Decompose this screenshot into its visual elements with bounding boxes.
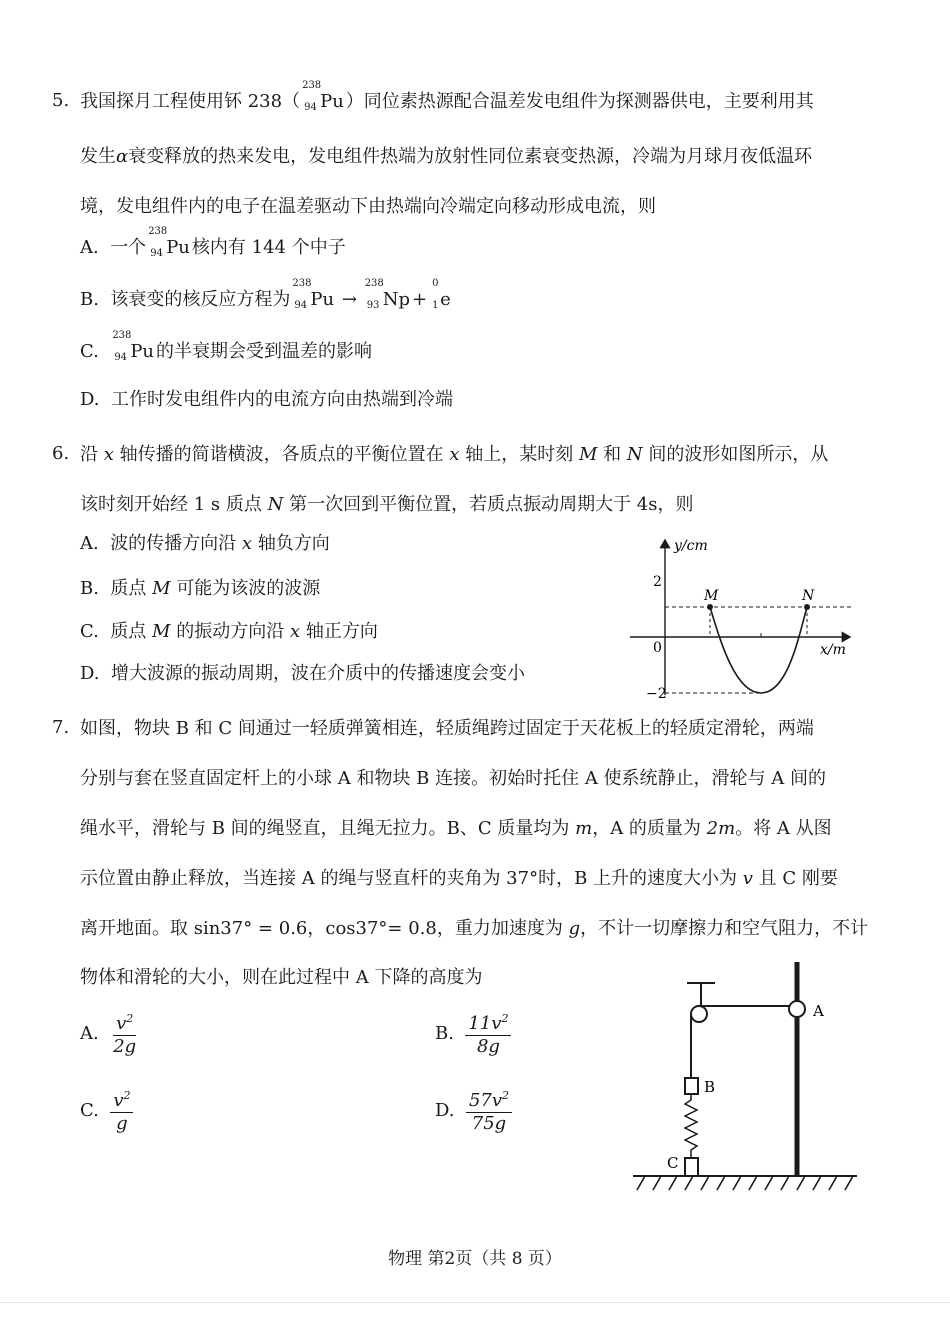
fraction: $\frac{57v^2}{75g}$ [466, 1085, 512, 1135]
question-text: 沿 x 轴传播的简谐横波，各质点的平衡位置在 x 轴上，某时刻 M 和 N 间的波形如图所示，从 [80, 444, 829, 465]
question-text: 如图，物块 B 和 C 间通过一轻质弹簧相连，轻质绳跨过固定于天花板上的轻质定滑轮，两端 [80, 718, 814, 739]
option-d[interactable]: D. 增大波源的振动周期，波在介质中的传播速度会变小 [80, 663, 525, 684]
neptunium-nuclide: 238 93 Np [364, 278, 410, 311]
fraction: $\frac{v^2}{g}$ [110, 1085, 133, 1135]
option-b[interactable]: B. $\frac{11v^2}{8g}$ [435, 1008, 511, 1058]
label-a: A [813, 1002, 824, 1020]
block-c [685, 1158, 698, 1176]
option-a[interactable]: A. $\frac{v^2}{2g}$ [80, 1008, 139, 1058]
waveform-curve [710, 607, 807, 693]
question-text: 境，发电组件内的电子在温差驱动下由热端向冷端定向移动形成电流，则 [80, 196, 656, 217]
option-d[interactable]: D. $\frac{57v^2}{75g}$ [435, 1085, 512, 1135]
question-text: 分别与套在竖直固定杆上的小球 A 和物块 B 连接。初始时托住 A 使系统静止，滑轮与 A 间的 [80, 768, 826, 789]
block-b [685, 1078, 698, 1094]
y-tick-label: 2 [653, 574, 662, 590]
point-m [707, 604, 713, 610]
ground-hatching [637, 1176, 853, 1190]
wave-graph [620, 530, 860, 702]
plutonium-nuclide: 238 94 Pu [112, 330, 155, 363]
question-text: 发生α衰变释放的热来发电，发电组件热端为放射性同位素衰变热源，冷端为月球月夜低温环 [80, 146, 813, 167]
question-text: 绳水平，滑轮与 B 间的绳竖直，且绳无拉力。B、C 质量均为 m，A 的质量为 2m。将 A 从图 [80, 818, 832, 839]
question-text: 我国探月工程使用钚 238（ 238 94 Pu ）同位素热源配合温差发电组件为探测器供电，主要利用其 [80, 80, 814, 113]
label-c: C [667, 1154, 679, 1172]
plutonium-nuclide: 238 94 Pu [302, 80, 344, 113]
origin-label: 0 [653, 640, 662, 656]
y-tick-label: −2 [646, 686, 667, 702]
fraction: $\frac{v^2}{2g}$ [110, 1008, 139, 1058]
plutonium-nuclide: 238 94 Pu [148, 226, 190, 259]
arrow-icon: → [341, 289, 357, 310]
question-text: 示位置由静止释放，当连接 A 的绳与竖直杆的夹角为 37°时，B 上升的速度大小为 v 且 C 刚要 [80, 868, 838, 889]
option-b[interactable]: B. 质点 M 可能为该波的波源 [80, 578, 321, 599]
question-text: 该时刻开始经 1 s 质点 N 第一次回到平衡位置，若质点振动周期大于 4s，则 [80, 494, 694, 515]
option-a[interactable]: A. 一个 238 94 Pu 核内有 144 个中子 [80, 226, 346, 259]
question-number: 6. [52, 443, 70, 464]
option-c[interactable]: C. 238 94 Pu 的半衰期会受到温差的影响 [80, 330, 373, 363]
option-a[interactable]: A. 波的传播方向沿 x 轴负方向 [80, 533, 330, 554]
option-d[interactable]: D. 工作时发电组件内的电流方向由热端到冷端 [80, 389, 453, 410]
label-b: B [704, 1078, 716, 1096]
question-number: 7. [52, 717, 70, 738]
point-n-label: N [802, 588, 815, 604]
ball-a [789, 1001, 805, 1017]
question-text: 物体和滑轮的大小，则在此过程中 A 下降的高度为 [80, 967, 483, 988]
page-footer: 物理 第2页（共 8 页） [388, 1249, 562, 1269]
pulley-figure [625, 958, 865, 1198]
point-m-label: M [704, 588, 719, 604]
y-axis-label: y/cm [674, 538, 708, 554]
point-n [804, 604, 810, 610]
question-text: 离开地面。取 sin37° = 0.6，cos37°= 0.8，重力加速度为 g，不计一切摩擦力和空气阻力，不计 [80, 918, 869, 939]
electron: 0 1 e [432, 278, 451, 311]
fraction: $\frac{11v^2}{8g}$ [465, 1008, 511, 1058]
option-c[interactable]: C. 质点 M 的振动方向沿 x 轴正方向 [80, 621, 378, 642]
option-b[interactable]: B. 该衰变的核反应方程为 238 94 Pu → 238 93 Np + 0 1 e [80, 278, 451, 311]
pulley [691, 1006, 707, 1022]
option-c[interactable]: C. $\frac{v^2}{g}$ [80, 1085, 133, 1135]
plutonium-nuclide: 238 94 Pu [292, 278, 335, 311]
footer-divider [0, 1302, 950, 1303]
spring [685, 1094, 697, 1158]
question-number: 5. [52, 90, 70, 111]
x-axis-label: x/m [820, 642, 846, 658]
